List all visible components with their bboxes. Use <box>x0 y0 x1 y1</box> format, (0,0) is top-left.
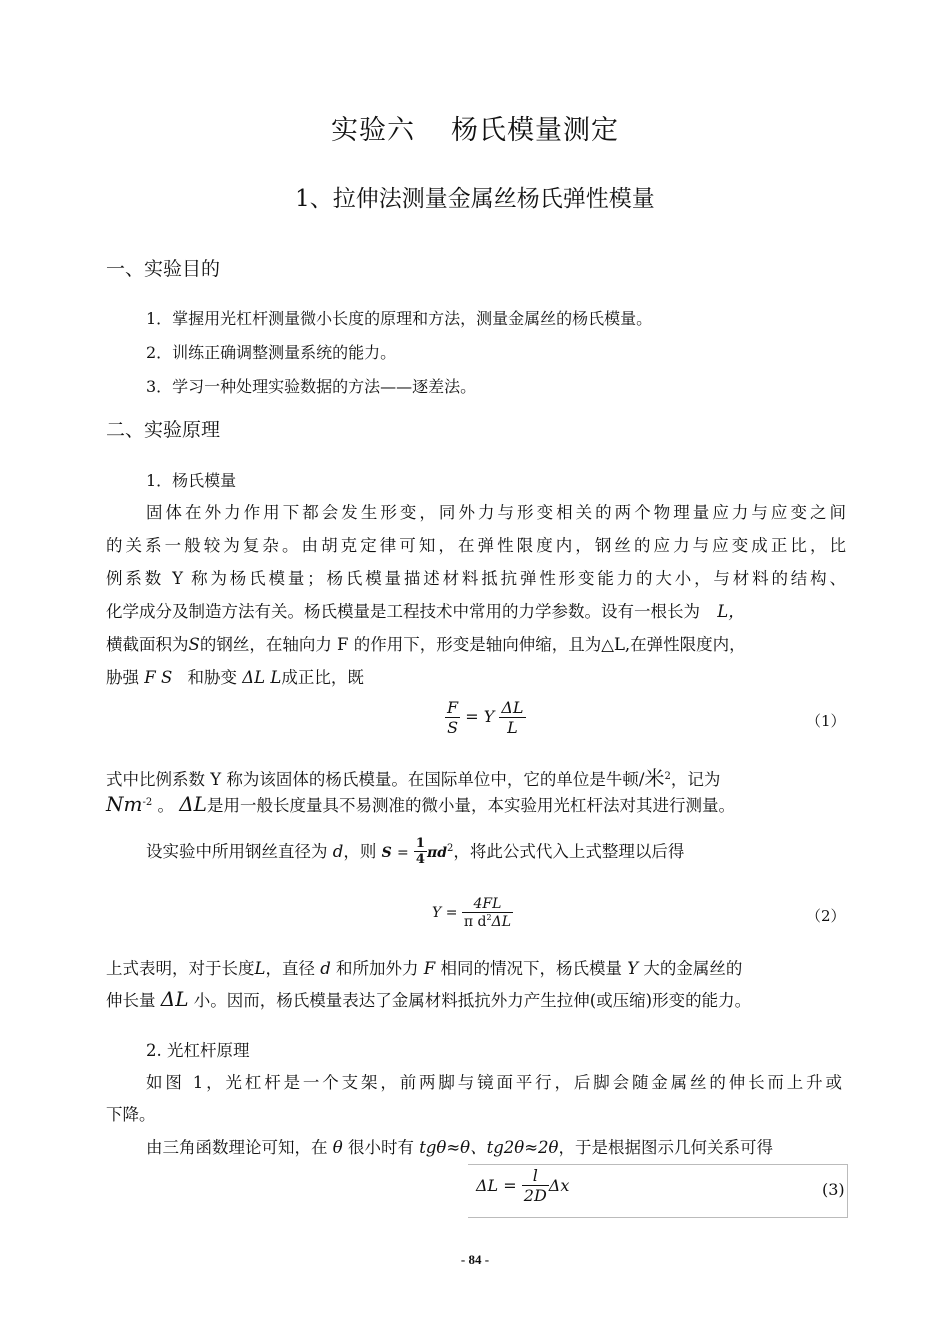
unit-mi: 米 <box>644 766 665 790</box>
paragraph-line <box>106 631 846 655</box>
paragraph-line <box>106 792 846 816</box>
paragraph-line <box>106 664 846 688</box>
paragraph-text: ，于是根据图示几何关系可得 <box>558 1138 773 1157</box>
equation-1 <box>445 698 526 737</box>
paragraph-text: 的钢丝，在轴向力 F 的作用下，形变是轴向伸缩，且为△L,在弹性限度内， <box>199 635 746 654</box>
paragraph-text: 由三角函数理论可知，在 <box>146 1138 328 1157</box>
symbol-dL-L: ΔL L <box>242 668 282 687</box>
paragraph-text: 横截面积为 <box>106 635 189 654</box>
paragraph-text: 化学成分及制造方法有关。杨氏模量是工程技术中常用的力学参数。设有一根长为 <box>106 602 700 621</box>
paragraph-line <box>146 1134 773 1158</box>
symbol-Y: Y <box>627 959 639 978</box>
fraction-denominator: 4 <box>415 852 425 867</box>
fraction-F-over-S <box>445 698 460 737</box>
paragraph-text: 和胁变 <box>187 668 237 687</box>
paragraph-text: 伸长量 <box>106 991 156 1010</box>
paragraph-line: 如图 1，光杠杆是一个支架，前两脚与镜面平行，后脚会随金属丝的伸长而上升或 <box>146 1073 842 1092</box>
paragraph-text: 相同的情况下，杨氏模量 <box>440 959 622 978</box>
symbol-pi-d: πd <box>426 845 448 861</box>
eq1-denominator: S <box>447 718 459 737</box>
paragraph-text: 是用一般长度量具不易测准的微小量，本实验用光杠杆法对其进行测量。 <box>206 796 735 815</box>
paragraph-line <box>106 987 846 1011</box>
eq1-denominator: L <box>507 718 518 737</box>
section-heading-objectives: 一、实验目的 <box>106 258 221 280</box>
paragraph-text: 小。因而，杨氏模量表达了金属材料抵抗外力产生拉伸(或压缩)形变的能力。 <box>193 991 752 1010</box>
paragraph-text: 胁强 <box>106 668 139 687</box>
fraction-dL-over-L <box>499 698 525 737</box>
paragraph-text: 大的金属丝的 <box>643 959 743 978</box>
equation-2 <box>432 896 513 930</box>
unit-Nm: Nm <box>106 792 143 816</box>
paragraph-text: ，则 <box>343 842 377 861</box>
equals-sign: = <box>396 845 409 861</box>
paragraph-line <box>106 955 846 979</box>
paragraph-line: 例系数 Y 称为杨氏模量；杨氏模量描述材料抵抗弹性形变能力的大小，与材料的结构、 <box>106 569 846 588</box>
paragraph-text: 和所加外力 <box>336 959 419 978</box>
paragraph-text: ，记为 <box>670 770 721 789</box>
paragraph-line: 下降。 <box>106 1105 156 1124</box>
eq2-denominator-dL: ΔL <box>491 914 512 930</box>
symbol-S: S <box>188 635 200 654</box>
superscript: 2 <box>664 771 671 782</box>
page-subtitle: 1、拉伸法测量金属丝杨氏弹性模量 <box>295 186 655 212</box>
eq1-equals-Y: = Y <box>465 707 495 726</box>
paragraph-line <box>106 598 846 622</box>
fraction-l-over-2D <box>522 1166 549 1205</box>
eq2-denominator-pi-d: π d <box>463 914 487 930</box>
symbol-dL: ΔL <box>179 792 207 816</box>
objective-item: 1．掌握用光杠杆测量微小长度的原理和方法，测量金属丝的杨氏模量。 <box>146 309 653 328</box>
objective-item: 2．训练正确调整测量系统的能力。 <box>146 343 397 362</box>
paragraph-line <box>146 836 684 867</box>
eq3-lhs: ΔL = <box>476 1176 517 1195</box>
paragraph-text: 很小时有 <box>347 1138 414 1157</box>
symbol-F: F <box>423 959 436 978</box>
objective-item: 3．学习一种处理实验数据的方法——逐差法。 <box>146 377 477 396</box>
symbol-F-S: F S <box>144 668 173 687</box>
equation-number-2: （2） <box>806 907 846 925</box>
eq3-denominator: 2D <box>523 1186 547 1205</box>
superscript: 2 <box>447 843 454 854</box>
paragraph-text: 式中比例系数 Y 称为该固体的杨氏模量。在国际单位中，它的单位是牛顿/ <box>106 770 645 789</box>
symbol-theta: θ <box>332 1138 343 1157</box>
symbol-d: d <box>332 842 344 861</box>
symbol-d: d <box>320 959 331 978</box>
trig-approximation: tgθ≈θ、tg2θ≈2θ <box>419 1138 559 1157</box>
superscript: 2 <box>486 913 492 922</box>
eq3-numerator: l <box>522 1166 549 1186</box>
paragraph-text: 成正比，既 <box>281 668 364 687</box>
title-part-2: 杨氏模量测定 <box>451 115 619 146</box>
page-title <box>0 108 950 147</box>
title-part-1: 实验六 <box>331 115 415 146</box>
subsection-heading-youngs-modulus: 1．杨氏模量 <box>146 471 237 490</box>
paragraph-text: ，直径 <box>265 959 315 978</box>
paragraph-text: ，将此公式代入上式整理以后得 <box>453 842 685 861</box>
section-heading-principle: 二、实验原理 <box>106 419 221 441</box>
paragraph-line: 固体在外力作用下都会发生形变，同外力与形变相关的两个物理量应力与应变之间 <box>146 503 846 522</box>
symbol-S-bold: S <box>381 845 392 861</box>
paragraph-text: 。 <box>157 796 174 815</box>
equation-number-3: (3) <box>822 1180 845 1199</box>
fraction-4FL-over-pi-d2-dL <box>462 896 513 930</box>
paragraph-line <box>106 762 846 791</box>
symbol-L: L <box>254 959 266 978</box>
fraction-numerator: 1 <box>415 836 425 851</box>
paragraph-line: 的关系一般较为复杂。由胡克定律可知，在弹性限度内，钢丝的应力与应变成正比，比 <box>106 536 846 555</box>
fraction-one-quarter <box>414 836 427 867</box>
symbol-dL: ΔL <box>160 987 189 1011</box>
paragraph-text: 上式表明，对于长度 <box>106 959 255 978</box>
eq1-numerator: F <box>447 698 459 717</box>
equation-3 <box>476 1166 569 1205</box>
page-number: - 84 - <box>460 1252 490 1267</box>
equation-number-1: （1） <box>806 712 846 730</box>
eq2-numerator: 4FL <box>462 896 513 913</box>
eq2-denominator <box>462 913 513 930</box>
symbol-L: L， <box>717 602 745 621</box>
eq2-lhs: Y = <box>432 905 458 921</box>
eq1-numerator: ΔL <box>501 698 524 717</box>
paragraph-text: 设实验中所用钢丝直径为 <box>146 842 328 861</box>
eq3-rhs: Δx <box>548 1176 570 1195</box>
superscript: -2 <box>142 797 153 808</box>
subsection-heading-optical-lever: 2. 光杠杆原理 <box>146 1041 250 1060</box>
